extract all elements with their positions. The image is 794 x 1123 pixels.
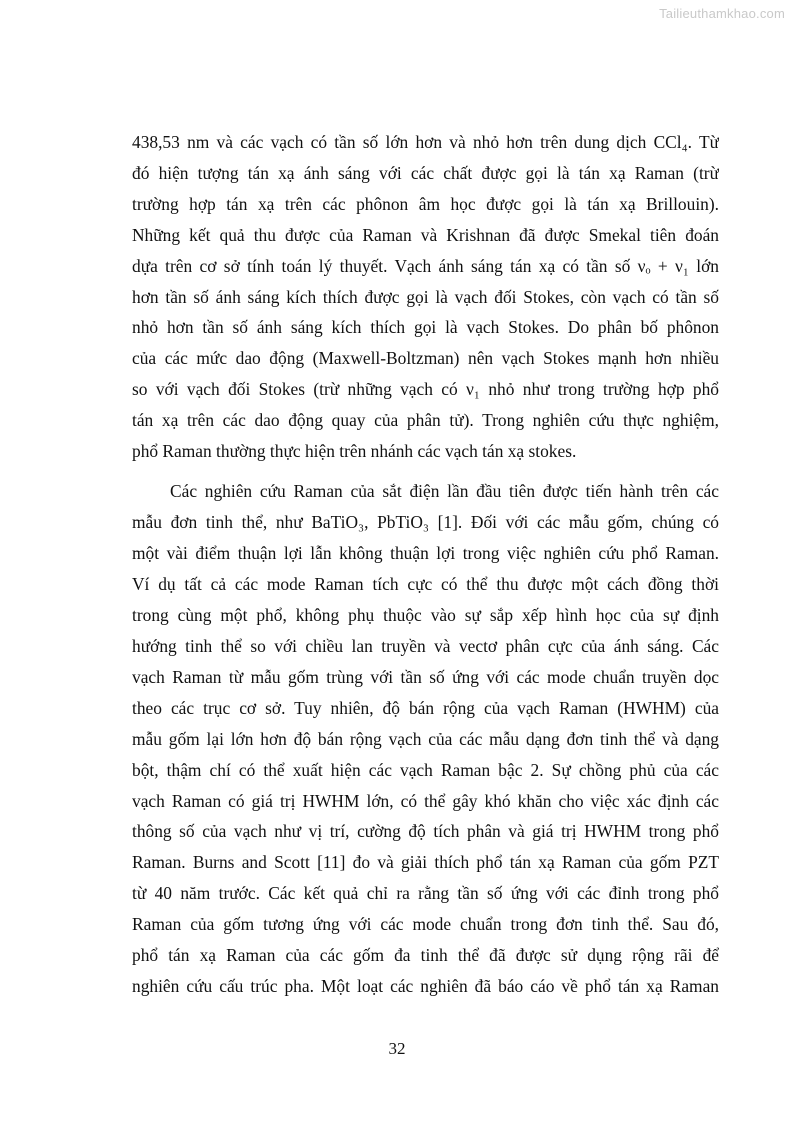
text-line: so với vạch đối Stokes (trừ những vạch có ν₁ nhỏ như trong trường hợp phổ — [132, 379, 719, 400]
text-line: của các mức dao động (Maxwell-Boltzman) nên vạch Stokes mạnh hơn nhiều — [132, 348, 719, 369]
paragraph-ferroelectric-raman — [132, 476, 719, 1001]
page-number: 32 — [388, 1039, 406, 1058]
text-line: Những kết quả thu được của Raman và Krishnan đã được Smekal tiên đoán — [132, 224, 719, 245]
text-line: trong cùng một phổ, không phụ thuộc vào sự sắp xếp hình học của sự định — [132, 605, 719, 626]
text-line: Raman. Burns and Scott [11] đo và giải thích phổ tán xạ Raman của gốm PZT — [132, 852, 719, 873]
text-line: từ 40 năm trước. Các kết quả chỉ ra rằng tần số ứng với các đỉnh trong phổ — [132, 883, 719, 904]
text-line: vạch Raman có giá trị HWHM lớn, có thể gây khó khăn cho việc xác định các — [132, 790, 719, 811]
text-line: dựa trên cơ sở tính toán lý thuyết. Vạch ánh sáng tán xạ có tần số νₒ + ν₁ lớn — [132, 255, 719, 276]
text-line: trường hợp tán xạ trên các phônon âm học được gọi là tán xạ Brillouin). — [132, 193, 719, 214]
text-line: mẫu đơn tinh thể, như BaTiO₃, PbTiO₃ [1]. Đối với các mẫu gốm, chúng có — [132, 512, 719, 533]
text-line: bột, thậm chí có thể xuất hiện các vạch Raman bậc 2. Sự chồng phủ của các — [132, 759, 719, 780]
text-line: hướng tinh thể so với chiều lan truyền và vectơ phân cực của ánh sáng. Các — [132, 636, 719, 656]
text-line: nhỏ hơn tần số ánh sáng kích thích gọi là vạch Stokes. Do phân bố phônon — [132, 317, 719, 338]
text-line: Ví dụ tất cả các mode Raman tích cực có thể thu được một cách đồng thời — [132, 574, 719, 595]
text-line: phổ tán xạ Raman của các gốm đa tinh thể đã được sử dụng rộng rãi để — [132, 945, 719, 966]
text-line: nghiên cứu cấu trúc pha. Một loạt các nghiên đã báo cáo về phổ tán xạ Raman — [132, 975, 719, 996]
text-line: theo các trục cơ sở. Tuy nhiên, độ bán rộng của vạch Raman (HWHM) của — [132, 697, 719, 718]
text-line: đó hiện tượng tán xạ ánh sáng với các chất được gọi là tán xạ Raman (trừ — [132, 162, 719, 183]
text-line: 438,53 nm và các vạch có tần số lớn hơn và nhỏ hơn trên dung dịch CCl₄. Từ — [132, 132, 719, 152]
text-line: mẫu gốm lại lớn hơn độ bán rộng vạch của các mẫu dạng đơn tinh thể và dạng — [132, 728, 719, 749]
text-line: Các nghiên cứu Raman của sắt điện lần đầu tiên được tiến hành trên các — [170, 481, 719, 502]
text-line: một vài điểm thuận lợi lẫn không thuận lợi trong việc nghiên cứu phổ Raman. — [132, 543, 719, 564]
text-line: tán xạ trên các dao động quay của phân tử). Trong nghiên cứu thực nghiệm, — [132, 410, 719, 431]
text-line: phổ Raman thường thực hiện trên nhánh các vạch tán xạ stokes. — [132, 441, 577, 462]
document-body — [132, 127, 719, 1002]
text-line: hơn tần số ánh sáng kích thích được gọi là vạch đối Stokes, còn vạch có tần số — [132, 286, 719, 307]
paragraph-raman-scattering — [132, 127, 719, 467]
text-line: Raman của gốm tương ứng với các mode chuẩn trong đơn tinh thể. Sau đó, — [132, 914, 719, 935]
watermark: Tailieuthamkhao.com — [659, 6, 785, 21]
text-line: vạch Raman từ mẫu gốm trùng với tần số ứng với các mode chuẩn truyền dọc — [132, 666, 719, 687]
text-line: thông số của vạch như vị trí, cường độ tích phân và giá trị HWHM trong phổ — [132, 821, 719, 842]
